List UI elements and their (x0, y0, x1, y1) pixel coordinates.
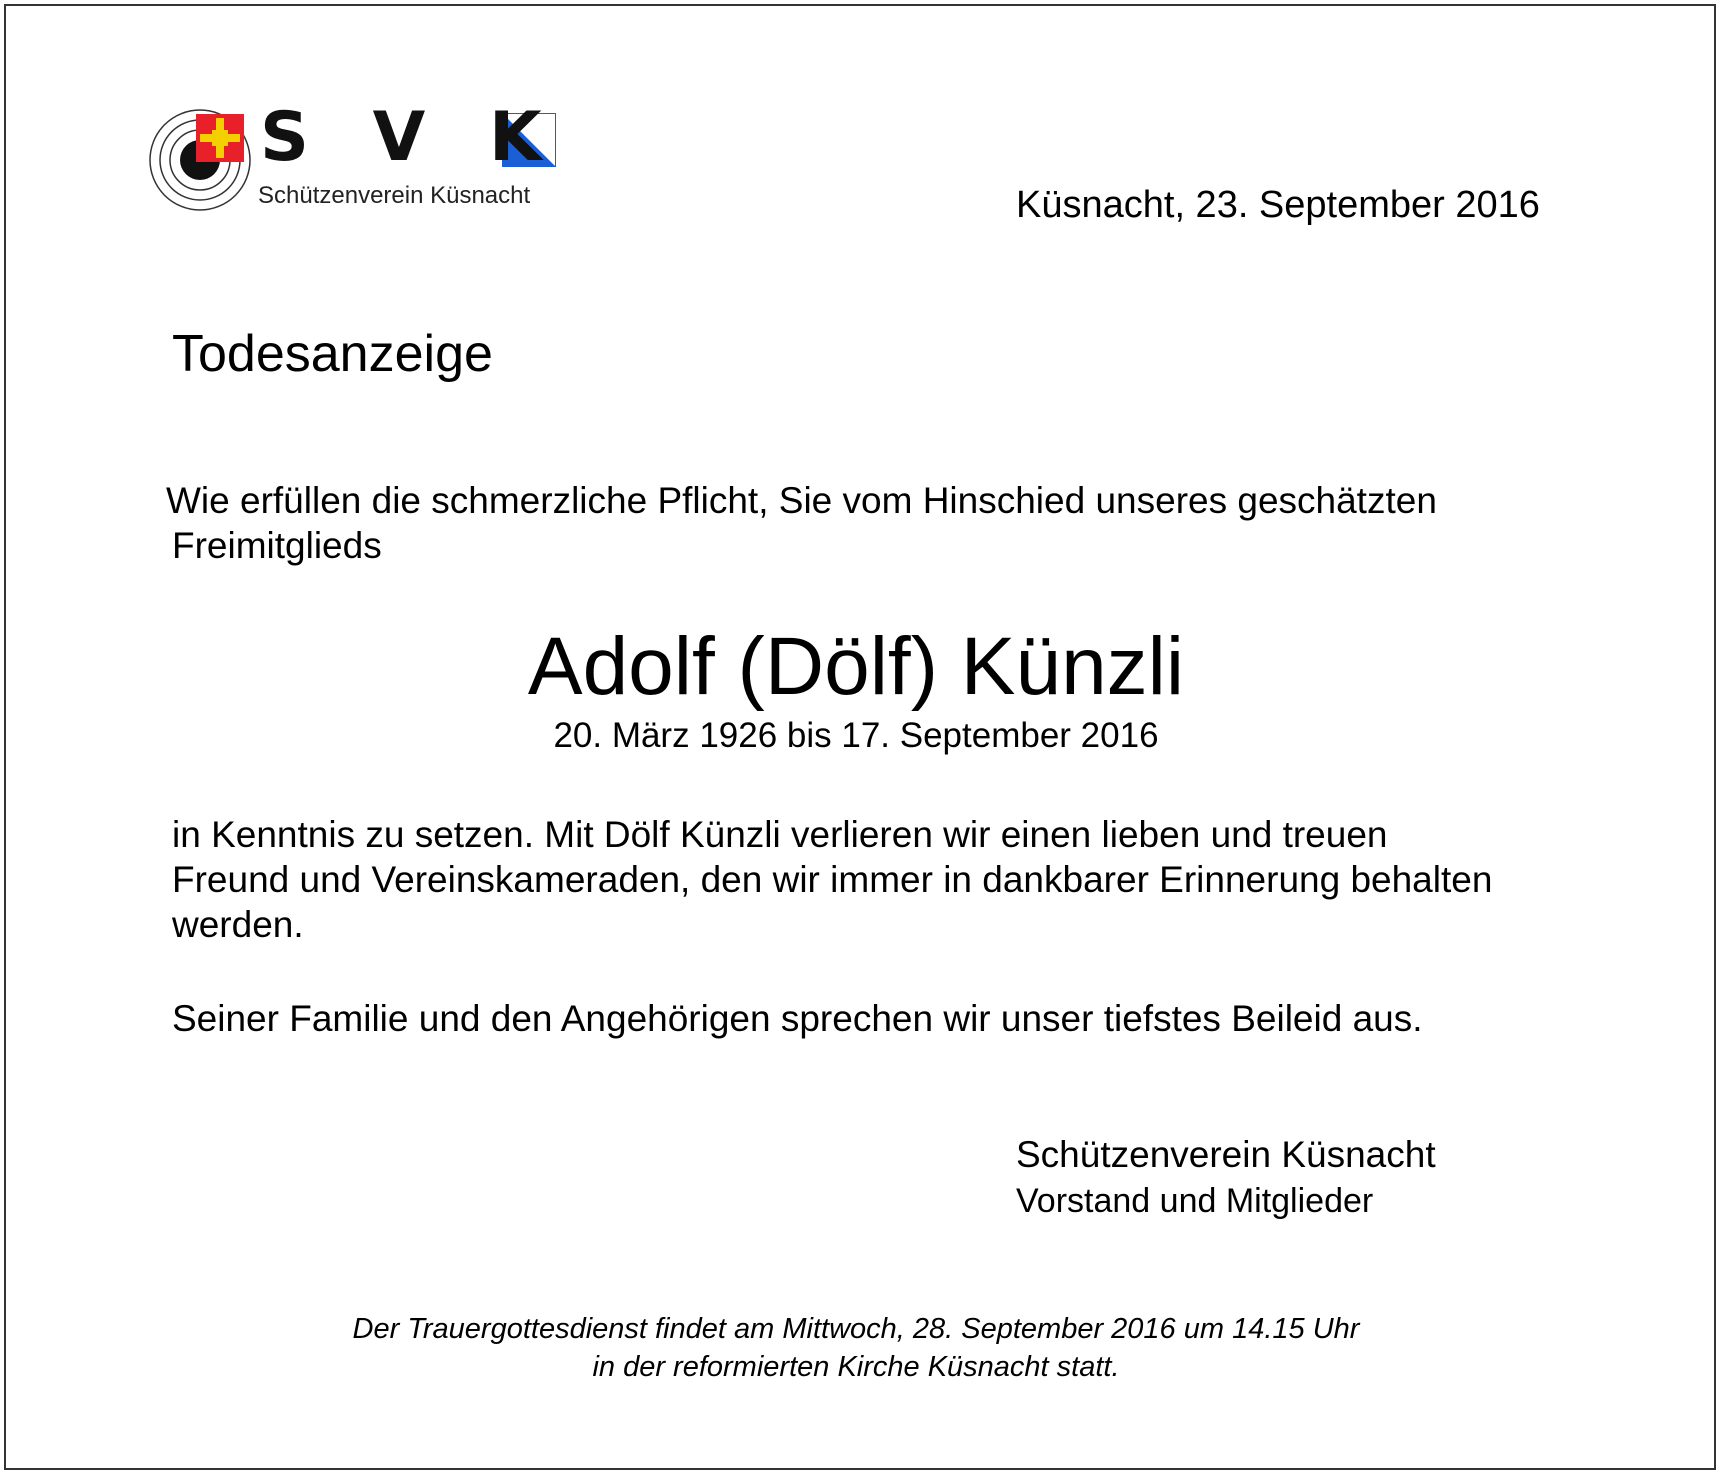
intro-line-1: Wie erfüllen die schmerzliche Pflicht, Sie vom Hinschied unseres geschätzten (166, 480, 1437, 521)
service-line-2: in der reformierten Kirche Küsnacht statt. (592, 1351, 1120, 1383)
document-date: Küsnacht, 23. September 2016 (1016, 184, 1540, 226)
body-line-3: werden. (172, 904, 304, 945)
condolence-text: Seiner Familie und den Angehörigen sprechen wir unser tiefstes Beileid aus. (172, 998, 1423, 1039)
body-line-1: in Kenntnis zu setzen. Mit Dölf Künzli verlieren wir einen lieben und treuen (172, 814, 1388, 855)
logo-subtitle: Schützenverein Küsnacht (258, 182, 531, 209)
page-title: Todesanzeige (172, 325, 493, 383)
signature-org: Schützenverein Küsnacht (1016, 1134, 1436, 1175)
signature-group: Vorstand und Mitglieder (1016, 1182, 1374, 1220)
intro-paragraph (166, 478, 1616, 568)
intro-line-2: Freimitglieds (172, 525, 382, 566)
service-notice (0, 1310, 1724, 1386)
service-line-1: Der Trauergottesdienst findet am Mittwoch, 28. September 2016 um 14.15 Uhr (352, 1313, 1360, 1345)
deceased-name: Adolf (Dölf) Künzli (527, 621, 1185, 712)
body-line-2: Freund und Vereinskameraden, den wir immer in dankbarer Erinnerung behalten (172, 859, 1493, 900)
logo-letters: S V K (260, 98, 562, 177)
life-dates: 20. März 1926 bis 17. September 2016 (553, 716, 1159, 755)
svk-logo (148, 98, 568, 214)
body-paragraph (172, 812, 1632, 947)
